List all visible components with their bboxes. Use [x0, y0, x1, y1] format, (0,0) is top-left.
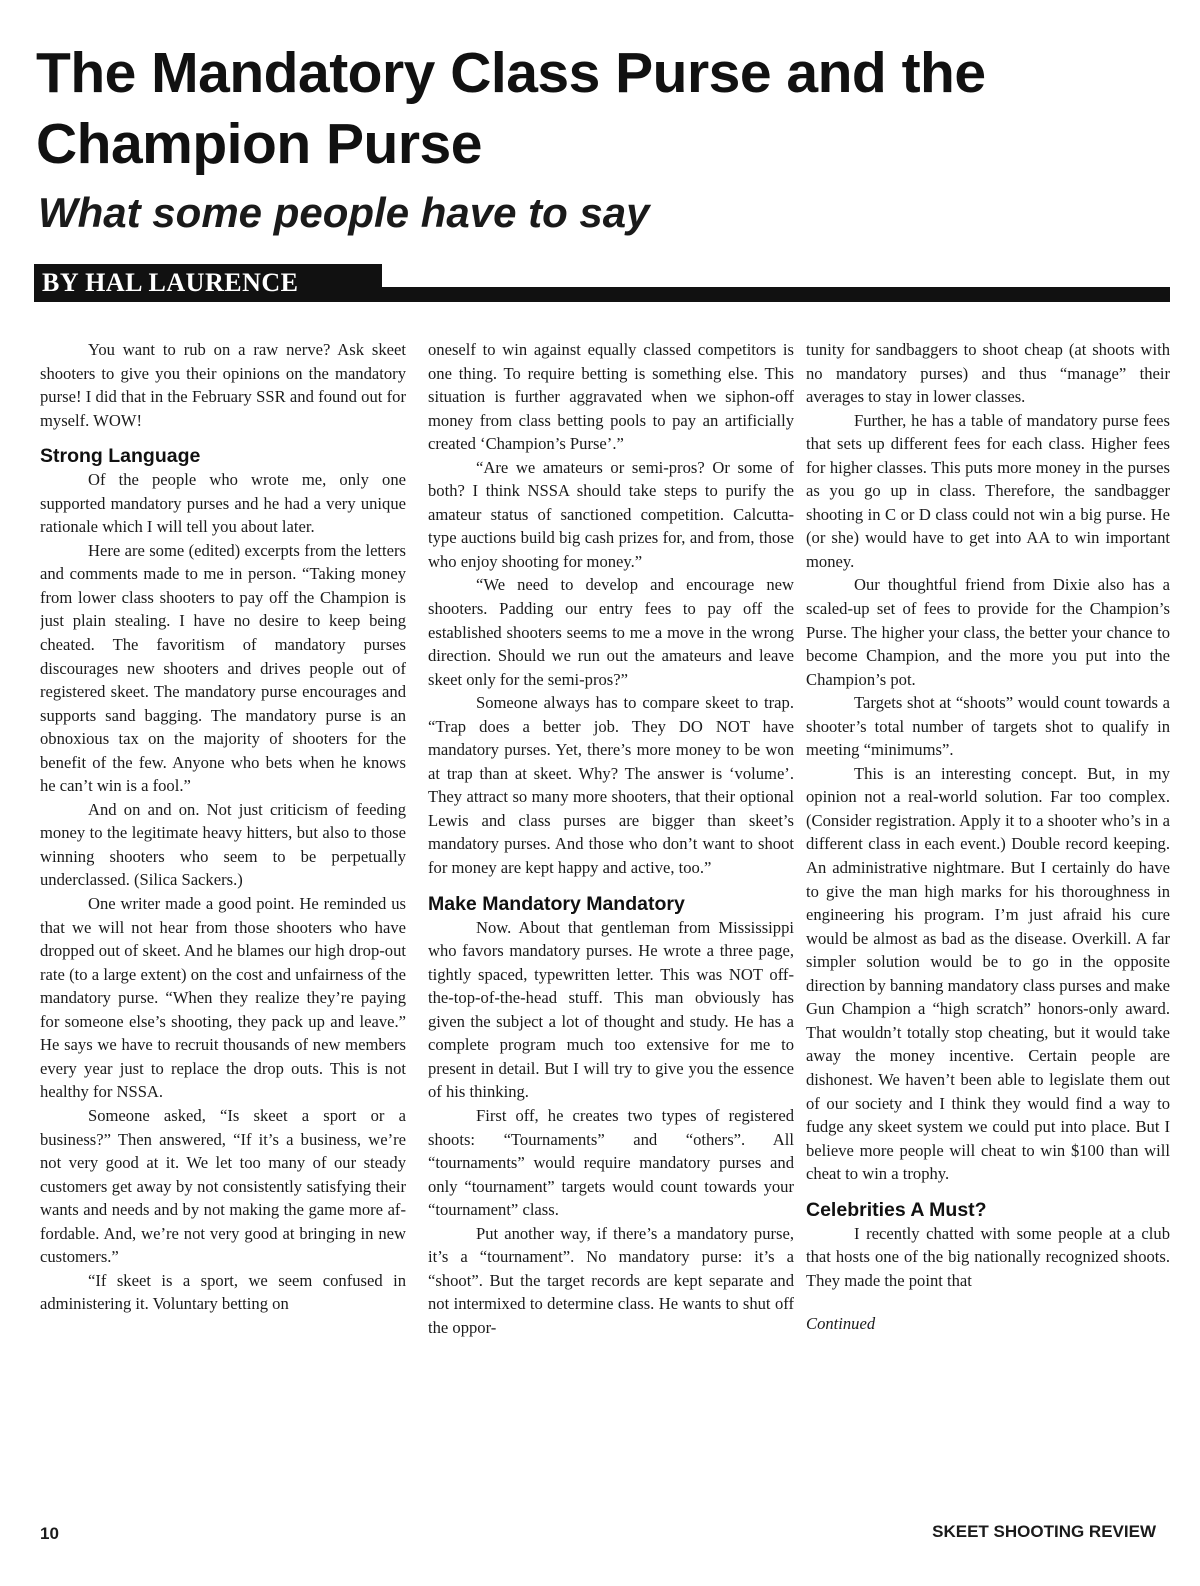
section-heading: Celebrities A Must?	[806, 1198, 987, 1221]
paragraph: Our thoughtful friend from Dixie also has a scaled-up set of fees to provide for the Champion’s Purse. The higher your class, the better your chance to become Champion, and the more you put into the Champion’s pot.	[806, 575, 1170, 689]
paragraph: First off, he creates two types of registered shoots: “Tournaments” and “others”. All “tournaments” would require mandatory purses and only “tournament” targets would count towards your “tournament” class.	[428, 1105, 794, 1220]
paragraph: Targets shot at “shoots” would count towards a shooter’s total number of targets shot to qualify in meeting “minimums”.	[806, 693, 1170, 760]
paragraph: Someone asked, “Is skeet a sport or a business?” Then answered, “If it’s a business, we’re not very good at it. We let too many of our steady customers get away by not consistently satisfying their wants and needs and by not making the game more affordable. And, we’re not very good at bringing in new customers.”	[40, 1105, 406, 1267]
paragraph: “Are we amateurs or semi-pros? Or some of both? I think NSSA should take steps to purify the amateur status of sanctioned competition. Calcutta-type auctions build big cash prizes for, and from, those who enjoy shooting for money.”	[428, 457, 794, 571]
paragraph: “If skeet is a sport, we seem confused in administering it. Voluntary betting on	[40, 1270, 406, 1314]
paragraph: “We need to develop and encourage new shooters. Padding our entry fees to pay off the established shooters seems to me a move in the wrong direction. Should we run out the amateurs and leave skeet only for the semi-pros?”	[428, 575, 794, 689]
article-title: The Mandatory Class Purse and the Champion Purse	[36, 41, 986, 176]
column-1	[40, 338, 406, 1518]
paragraph: I recently chatted with some people at a club that hosts one of the big nationally recognized shoots. They made the point that	[806, 1223, 1170, 1290]
paragraph: Now. About that gentleman from Mississippi who favors mandatory purses. He wrote a three page, tightly spaced, typewritten letter. This was NOT off-the-top-of-the-head stuff. This man obviously has given the subject a lot of thought and study. He has a complete program much too extensive for me to present in detail. But I will try to give you the essence of his thinking.	[428, 917, 794, 1102]
paragraph: tunity for sandbaggers to shoot cheap (at shoots with no mandatory purses) and thus “manage” their averages to stay in lower classes.	[806, 340, 1170, 407]
paragraph: You want to rub on a raw nerve? Ask skeet shooters to give you their opinions on the mandatory purse! I did that in the February SSR and found out for myself. WOW!	[40, 340, 406, 430]
section-heading: Make Mandatory Mandatory	[428, 892, 685, 915]
paragraph: oneself to win against equally classed competitors is one thing. To require betting is something else. This situation is further aggravated when we siphon-off money from class betting pools to pay an artificially created ‘Champion’s Purse’.”	[428, 340, 794, 454]
column-3	[806, 338, 1170, 1518]
page-number: 10	[40, 1524, 59, 1543]
paragraph: Someone always has to compare skeet to trap. “Trap does a better job. They DO NOT have mandatory purses. Yet, there’s more money to be won at trap than at skeet. Why? The answer is ‘volume’. They attract so many more shooters, that their optional Lewis and class purses are bigger than skeet’s mandatory purses. And those who don’t want to shoot for money are kept happy and active, too.”	[428, 693, 794, 878]
magazine-name: SKEET SHOOTING REVIEW	[932, 1522, 1156, 1541]
paragraph: Further, he has a table of mandatory purse fees that sets up different fees for each class. Higher fees for higher classes. This puts more money in the purses as you go up in class. Therefore, the sandbagger shooting in C or D class could not win a big purse. He (or she) would have to get into AA to win important money.	[806, 410, 1170, 571]
paragraph: And on and on. Not just criticism of feeding money to the legitimate heavy hitters, but also to those winning shooters who seem to be perpetually underclassed. (Silica Sackers.)	[40, 799, 406, 890]
paragraph: One writer made a good point. He reminded us that we will not hear from those shooters who have dropped out of skeet. And he blames our high drop-out rate (to a large extent) on the cost and unfairness of the mandatory purse. “When they realize they’re paying for someone else’s shooting, they pack up and leave.” He says we have to recruit thousands of new members every year just to replace the drop outs. This is not healthy for NSSA.	[40, 894, 406, 1102]
paragraph: Here are some (edited) excerpts from the letters and comments made to me in person. “Taking money from lower class shooters to pay off the Champion is just plain stealing. I have no desire to keep being cheated. The favoritism of mandatory purses discourages new shooters and drives people out of registered skeet. The mandatory purse encourages and supports sand bagging. The mandatory purse is an obnoxious tax on the majority of shooters for the benefit of the few. Anyone who bets when he knows he can’t win is a fool.”	[40, 540, 406, 796]
continued-note: Continued	[806, 1314, 876, 1334]
paragraph: Put another way, if there’s a mandatory purse, it’s a “tournament”. No mandatory purse: it’s a “shoot”. But the target records are kept separate and not intermixed to determine class. He wants to shut off the oppor-	[428, 1223, 794, 1337]
paragraph: This is an interesting concept. But, in my opinion not a real-world solution. Far too complex. (Consider registration. Apply it to a shooter who’s in a different class in each event.) Double record keeping. An administrative nightmare. But I certainly do have to give the man high marks for his thoroughness in engineering his program. I’m just afraid his cure would be almost as bad as the disease. Overkill. A far simpler solution would be to go in the opposite direction by banning mandatory class purses and make Gun Champion a “high scratch” honors-only award. That wouldn’t totally stop cheating, but it would take away the money incentive. Certain people are dishonest. We haven’t been able to legislate them out of our society and I think they would find a way to fudge any skeet system we could put into place. But I believe more people will cheat to win $100 than will cheat to win a trophy.	[806, 763, 1170, 1184]
byline: BY HAL LAURENCE	[42, 268, 299, 297]
article-subtitle: What some people have to say	[38, 189, 650, 236]
paragraph: Of the people who wrote me, only one supported mandatory purses and he had a very unique rationale which I will tell you about later.	[40, 470, 406, 537]
section-heading: Strong Language	[40, 445, 201, 468]
column-2	[428, 338, 794, 1518]
